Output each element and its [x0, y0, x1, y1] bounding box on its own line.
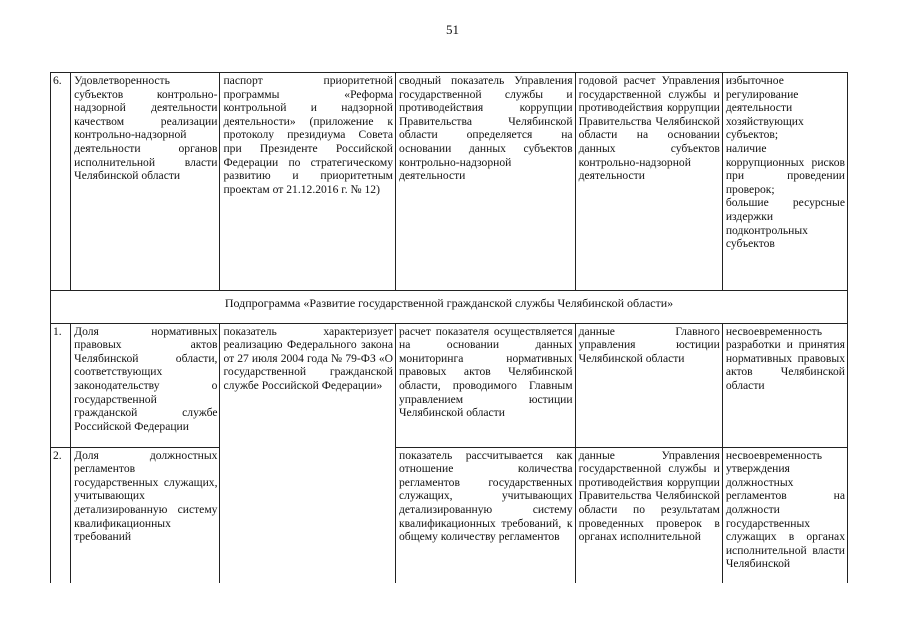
risk-factors: несвоевременность разработки и принятия нормативных правовых актов Челябинской области: [722, 323, 847, 447]
indicator-basis: паспорт приоритетной программы «Реформа контрольной и надзорной деятельности» (приложение к протоколу президиума Совета при Президенте Российской Федерации по стратегическому развитию и приоритетным проектам от 21.12.2016 г. № 12): [220, 73, 396, 291]
data-source: данные Главного управления юстиции Челябинской области: [575, 323, 722, 447]
calculation-method: показатель рассчитывается как отношение количества регламентов государственных служащих, учитывающих детализированную систему квалификационных требований, к общему количеству регламентов: [396, 447, 576, 583]
indicator-name: Удовлетворенность субъектов контрольно-надзорной деятельности качеством реализации контрольно-надзорной деятельности органов исполнительной власти Челябинской области: [71, 73, 220, 291]
risk-factors: избыточное регулирование деятельности хозяйствующих субъектов; наличие коррупционных рисков при проведении проверок; большие ресурсные издержки подконтрольных субъектов: [722, 73, 847, 291]
subprogram-title: Подпрограмма «Развитие государственной гражданской службы Челябинской области»: [51, 291, 848, 324]
subprogram-row: [51, 291, 848, 324]
calculation-method: сводный показатель Управления государственной службы и противодействия коррупции Правительства Челябинской области определяется на основании данных субъектов контрольно-надзорной деятельности: [396, 73, 576, 291]
table-row-1: [51, 323, 848, 447]
table-row-2: [51, 447, 848, 583]
page-number: 51: [446, 22, 459, 37]
indicators-table: [50, 72, 848, 583]
data-source: данные Управления государственной службы и противодействия коррупции Правительства Челябинской области по результатам проведенных проверок в органах исполнительной: [575, 447, 722, 583]
row-number: 2.: [51, 447, 71, 583]
indicator-name: Доля нормативных правовых актов Челябинской области, соответствующих законодательству о государственной гражданской службе Российской Федерации: [71, 323, 220, 447]
risk-factors: несвоевременность утверждения должностных регламентов на должности государственных служащих в органах исполнительной власти Челябинской: [722, 447, 847, 583]
table-row-6: [51, 73, 848, 291]
indicator-basis: показатель характеризует реализацию Федерального закона от 27 июля 2004 года № 79-ФЗ «О государственной гражданской службе Российской Федерации»: [220, 323, 396, 583]
calculation-method: расчет показателя осуществляется на основании данных мониторинга нормативных правовых актов Челябинской области, проводимого Главным управлением юстиции Челябинской области: [396, 323, 576, 447]
data-source: годовой расчет Управления государственной службы и противодействия коррупции Правительства Челябинской области на основании данных субъектов контрольно-надзорной деятельности: [575, 73, 722, 291]
row-number: 6.: [51, 73, 71, 291]
row-number: 1.: [51, 323, 71, 447]
indicator-name: Доля должностных регламентов государственных служащих, учитывающих детализированную систему квалификационных требований: [71, 447, 220, 583]
